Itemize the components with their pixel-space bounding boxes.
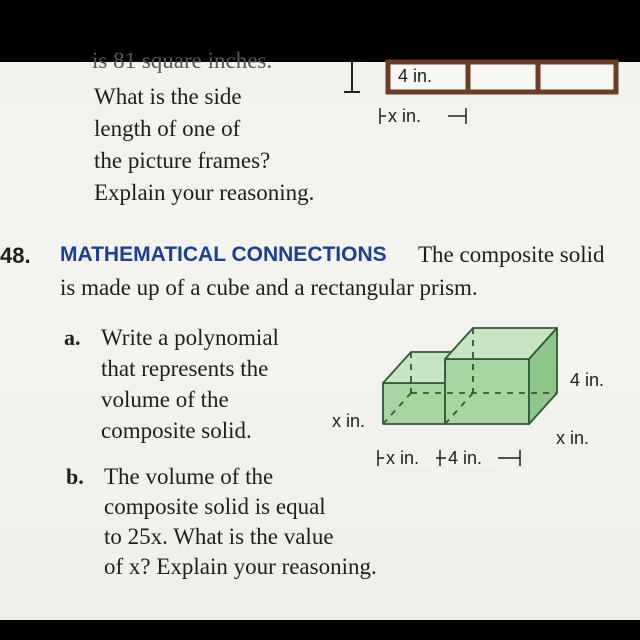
height-label-x: x in. bbox=[332, 411, 366, 431]
part-a-line-1: Write a polynomial bbox=[101, 325, 279, 350]
cutoff-text-line: is 81 square inches. bbox=[92, 48, 273, 73]
width-label-x: x in. bbox=[386, 448, 420, 468]
part-b-line-2: composite solid is equal bbox=[104, 494, 326, 519]
problem-number: 48. bbox=[0, 243, 31, 268]
part-a-line-4: composite solid. bbox=[101, 418, 252, 443]
part-a-line-3: volume of the bbox=[101, 387, 229, 412]
part-b-letter: b. bbox=[66, 464, 84, 489]
prev-question-line-1: What is the side bbox=[94, 84, 242, 109]
part-b-line-3: to 25x. What is the value bbox=[104, 524, 334, 549]
small-cube-front bbox=[383, 383, 445, 424]
part-a-letter: a. bbox=[64, 325, 81, 350]
problem-heading: MATHEMATICAL CONNECTIONS bbox=[60, 243, 387, 266]
height-label-4: 4 in. bbox=[570, 370, 605, 390]
prism-front bbox=[445, 359, 529, 424]
width-label-4: 4 in. bbox=[448, 448, 483, 468]
frame-label-4in: 4 in. bbox=[398, 66, 433, 86]
picture-frames-figure bbox=[344, 62, 616, 126]
depth-label-x: x in. bbox=[556, 428, 590, 448]
composite-solid-figure bbox=[383, 328, 557, 424]
prev-question-line-2: length of one of bbox=[94, 116, 241, 141]
part-b-line-1: The volume of the bbox=[104, 464, 274, 489]
prev-question-line-4: Explain your reasoning. bbox=[94, 180, 315, 205]
problem-intro-first: The composite solid bbox=[418, 242, 605, 267]
frame-label-xin: x in. bbox=[388, 106, 422, 126]
textbook-page bbox=[0, 48, 640, 620]
picture-frame-3 bbox=[538, 62, 616, 92]
prev-question-line-3: the picture frames? bbox=[94, 148, 271, 173]
picture-frame-2 bbox=[468, 62, 538, 92]
part-a-line-2: that represents the bbox=[101, 356, 269, 381]
figures-layer bbox=[0, 62, 640, 620]
part-b-line-4: of x? Explain your reasoning. bbox=[104, 554, 377, 579]
problem-intro-second: is made up of a cube and a rectangular prism. bbox=[60, 275, 478, 300]
